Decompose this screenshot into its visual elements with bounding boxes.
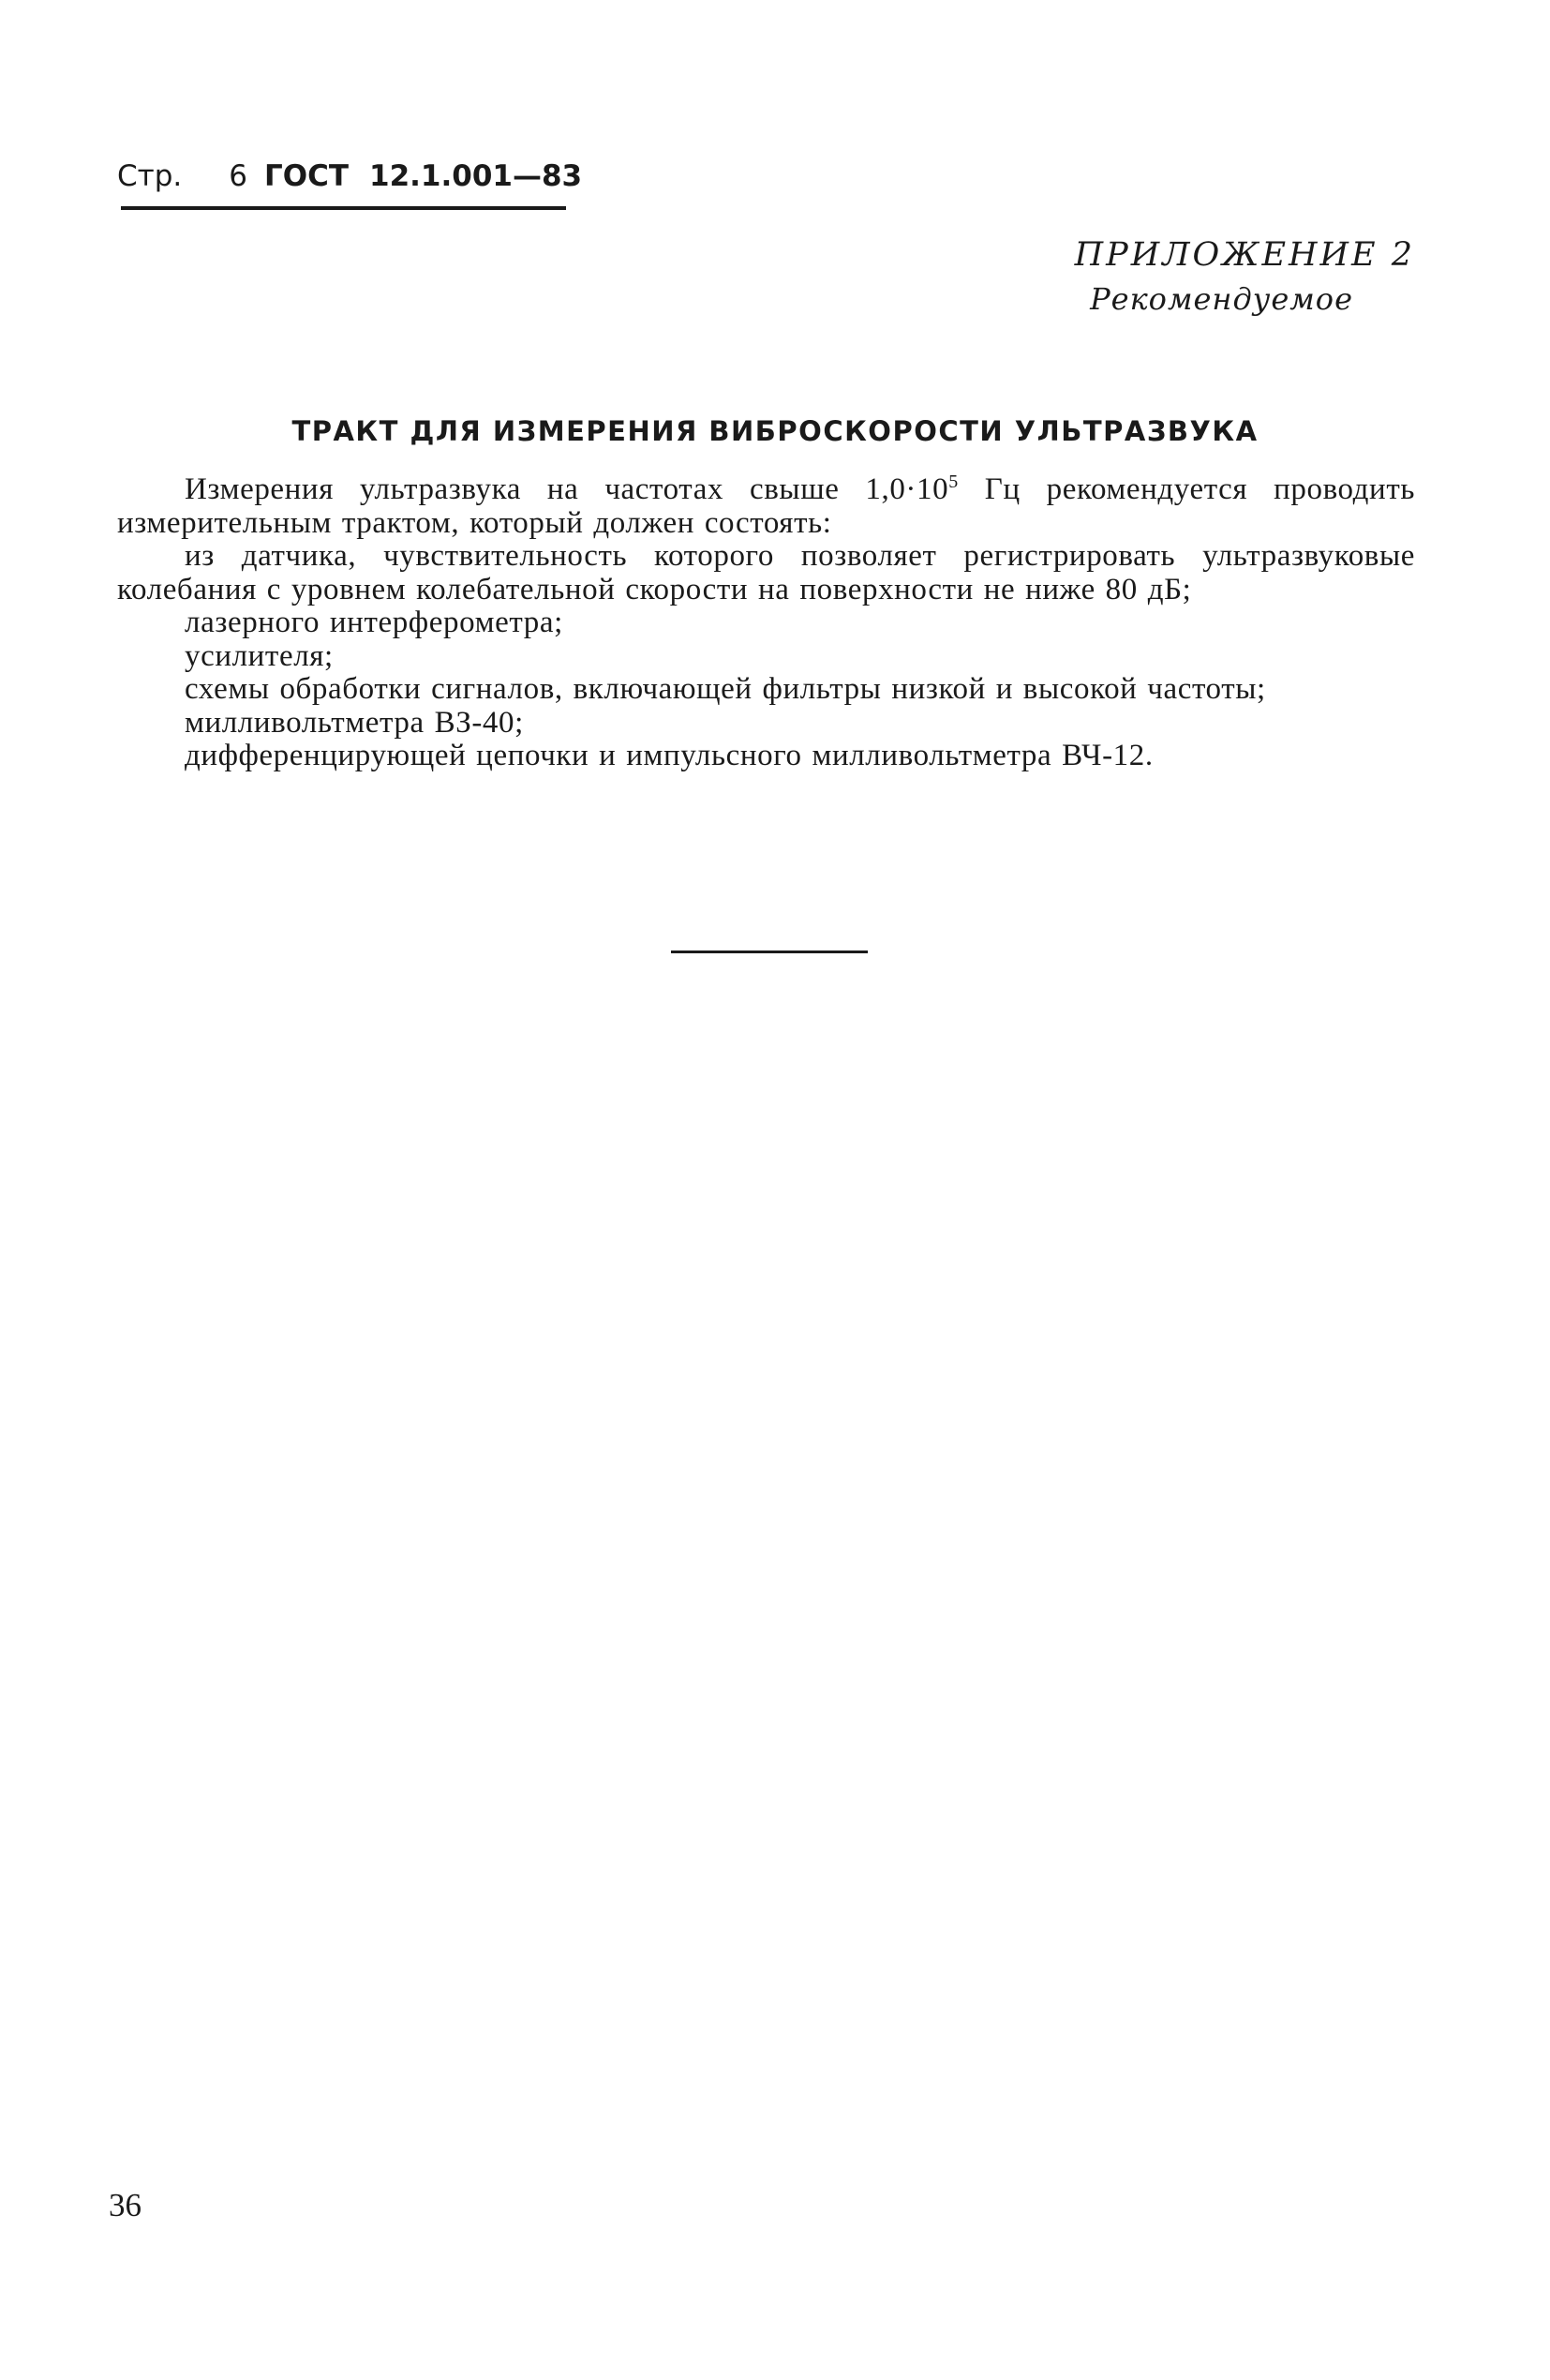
list-item: схемы обработки сигналов, включающей фильтры низкой и высокой частоты; [185, 672, 1266, 706]
appendix-label [1021, 234, 1415, 319]
list-item: дифференцирующей цепочки и импульсного милливольтметра ВЧ-12. [185, 739, 1154, 772]
folio-number: 36 [109, 2187, 142, 2223]
page-number: 6 [229, 159, 247, 193]
standard-code: ГОСТ [263, 159, 349, 193]
running-header [117, 157, 583, 214]
intro-paragraph [117, 473, 1415, 540]
appendix-status: Рекомендуемое [1090, 281, 1353, 317]
intro-power: 5 [948, 472, 959, 492]
end-rule [671, 951, 868, 953]
appendix-title: ПРИЛОЖЕНИЕ 2 [1074, 236, 1415, 274]
header-rule [121, 206, 566, 210]
list-item: лазерного интерферометра; [185, 606, 563, 639]
document-title: ТРАКТ ДЛЯ ИЗМЕРЕНИЯ ВИБРОСКОРОСТИ УЛЬТРАЗВУКА [291, 415, 1259, 447]
page-label: Стр. [117, 159, 183, 193]
list-item: милливольтметра ВЗ-40; [185, 705, 524, 740]
standard-number: 12.1.001—83 [369, 159, 583, 193]
intro-text-before-power: Измерения ультразвука на частотах свыше 1,0·10 [185, 472, 949, 506]
body-text [117, 473, 1415, 773]
list-item: из датчика, чувствительность которого позволяет регистрировать ультразвуковые колебания с уровнем колебательной скорости на поверхности не ниже 80 дБ; [117, 539, 1415, 606]
list-item: усилителя; [185, 638, 334, 673]
intro-text-after-power: Гц рекомендуется проводить измерительным трактом, который должен состоять: [117, 472, 1415, 540]
